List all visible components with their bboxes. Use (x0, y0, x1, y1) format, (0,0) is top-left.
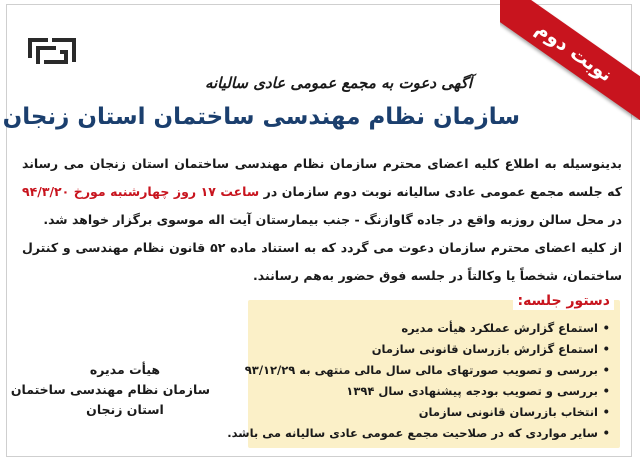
agenda-item: • بررسی و تصویب صورتهای مالی سال مالی منتهی به ۹۳/۱۲/۲۹ (254, 360, 610, 381)
agenda-item: • بررسی و تصویب بودجه پیشنهادی سال ۱۳۹۴ (254, 381, 610, 402)
paragraph-1-start: بدینوسیله به اطلاع کلیه اعضای محترم سازمان نظام مهندسی ساختمان استان زنجان می رساند که جلسه مجمع عمومی عادی سالیانه نوبت دوم سازمان در (22, 156, 623, 199)
engineering-organization-logo-icon (22, 30, 82, 70)
agenda-item: • سایر مواردی که در صلاحیت مجمع عمومی عادی سالیانه می باشد. (254, 423, 610, 444)
agenda-item: • استماع گزارش بازرسان قانونی سازمان (254, 339, 610, 360)
agenda-list (227, 318, 610, 444)
meeting-time-highlight: ساعت ۱۷ روز چهارشنبه مورخ ۹۴/۳/۲۰ (22, 184, 260, 199)
signature-block (10, 360, 210, 420)
organization-title: سازمان نظام مهندسی ساختمان استان زنجان (2, 104, 520, 130)
notice-intro: آگهی دعوت به مجمع عمومی عادی سالیانه (204, 74, 472, 92)
notice-body (22, 150, 622, 290)
paragraph-2: از کلیه اعضای محترم سازمان دعوت می گردد که به استناد ماده ۵۲ قانون نظام مهندسی و کنترل ساختمان، شخصاً یا وکالتاً در جلسه فوق حضور به‌هم رسانند. (22, 240, 622, 283)
agenda-box (227, 293, 620, 448)
agenda-title: دستور جلسه: (513, 292, 614, 310)
paragraph-1 (22, 150, 622, 234)
corner-ribbon (500, 0, 640, 120)
signature-line-organization: سازمان نظام مهندسی ساختمان (10, 382, 210, 397)
signature-line-board: هیأت مدیره (89, 362, 161, 377)
agenda-item: • انتخاب بازرسان قانونی سازمان (254, 402, 610, 423)
agenda-item: • استماع گزارش عملکرد هیأت مدیره (254, 318, 610, 339)
paragraph-1-end: در محل سالن روزبه واقع در جاده گاوازنگ - جنب بیمارستان آیت اله موسوی برگزار خواهد شد. (43, 212, 622, 227)
ribbon-label: نوبت دوم (500, 0, 640, 120)
signature-line-province: استان زنجان (86, 402, 164, 417)
